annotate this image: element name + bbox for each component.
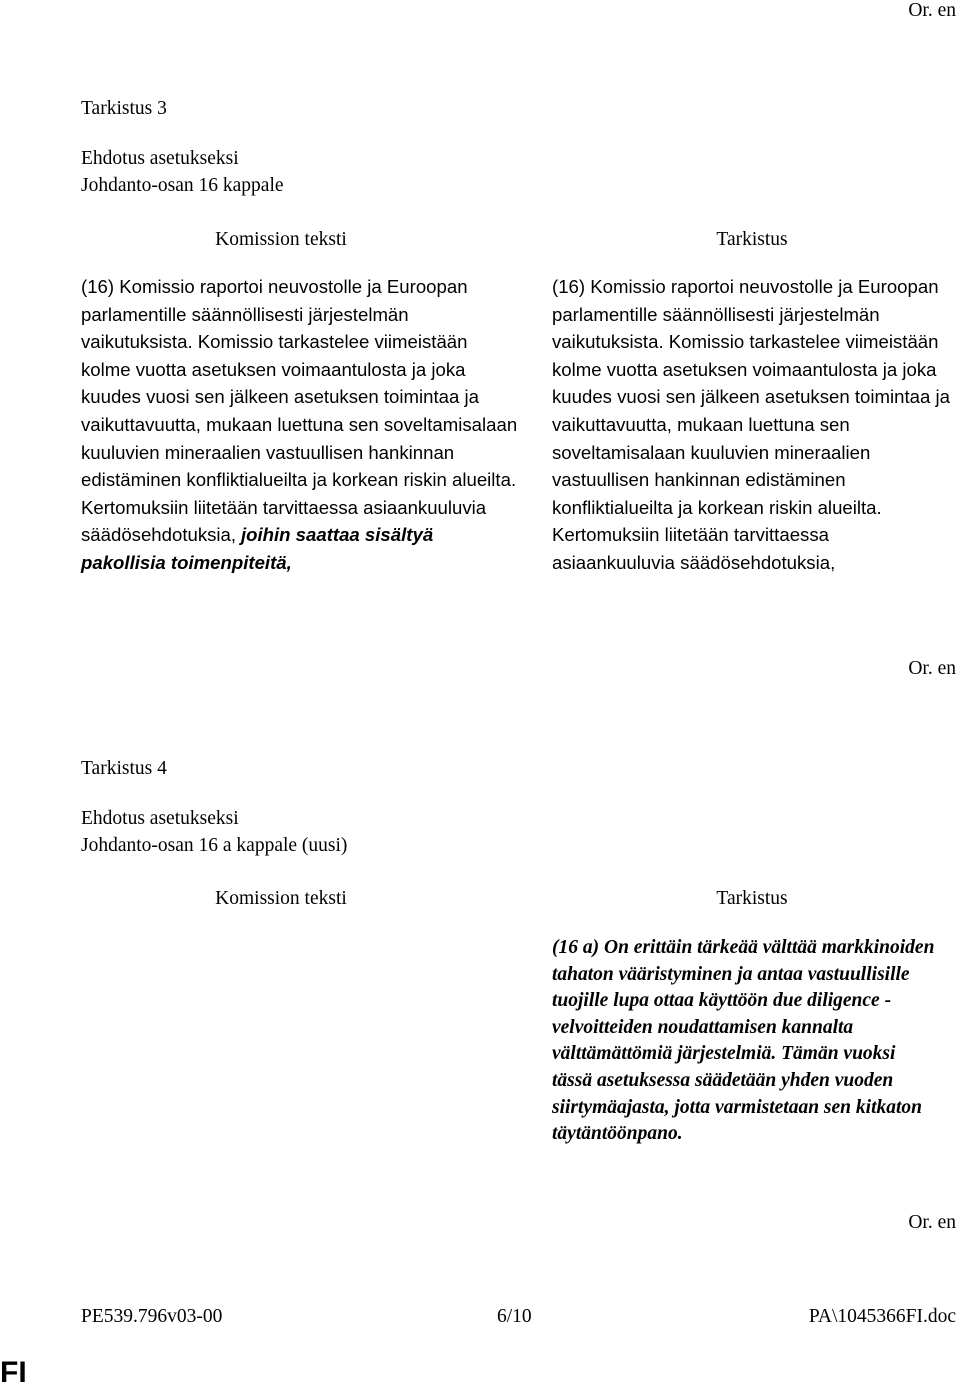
original-language-label: Or. en xyxy=(908,1212,956,1233)
amendment-3-title: Tarkistus 3 xyxy=(81,98,167,119)
amendment-4-commission-text-heading: Komission teksti xyxy=(215,888,347,909)
original-language-label: Or. en xyxy=(908,658,956,679)
amendment-3-proposal: Ehdotus asetukseksi xyxy=(81,148,239,169)
amendment-4-title: Tarkistus 4 xyxy=(81,758,167,779)
amendment-3-amendment-text xyxy=(552,274,952,578)
amendment-4-reference: Johdanto-osan 16 a kappale (uusi) xyxy=(81,835,348,856)
footer-page-number: 6/10 xyxy=(497,1306,532,1327)
amendment-4-proposal: Ehdotus asetukseksi xyxy=(81,808,239,829)
footer-file-reference: PA\1045366FI.doc xyxy=(808,1306,956,1327)
amendment-3-reference: Johdanto-osan 16 kappale xyxy=(81,175,284,196)
amendment-3-commission-text-body: (16) Komissio raportoi neuvostolle ja Euroopan parlamentille säännöllisesti järjestelmän vaikutuksista. Komissio tarkastelee viimeistään kolme vuotta asetuksen voimaantulosta ja joka kuudes vuosi sen jälkeen asetuksen toimintaa ja vaikuttavuutta, mukaan luettuna sen soveltamisalaan kuuluvien mineraalien vastuullisen hankinnan edistäminen konfliktialueilta ja korkean riskin alueilta. Kertomuksiin liitetään tarvittaessa asiaankuuluvia säädösehdotuksia, xyxy=(81,276,518,546)
footer-language-code: FI xyxy=(0,1356,27,1389)
amendment-4-amendment-text-body: (16 a) On erittäin tärkeää välttää markkinoiden tahaton vääristyminen ja antaa vastuullisille tuojille lupa ottaa käyttöön due diligence -velvoitteiden noudattamisen kannalta välttämättömiä järjestelmiä. Tämän vuoksi tässä asetuksessa säädetään yhden vuoden siirtymäajasta, jotta varmistetaan sen kitkaton täytäntöönpano. xyxy=(552,937,935,1145)
footer-document-reference: PE539.796v03-00 xyxy=(81,1306,223,1327)
amendment-3-commission-text-heading: Komission teksti xyxy=(215,229,347,250)
amendment-3-commission-text-emphasis: joihin saattaa sisältyä pakollisia toimenpiteitä, xyxy=(81,524,434,573)
amendment-3-amendment-text-body: (16) Komissio raportoi neuvostolle ja Euroopan parlamentille säännöllisesti järjestelmän vaikutuksista. Komissio tarkastelee viimeistään kolme vuotta asetuksen voimaantulosta ja joka kuudes vuosi sen jälkeen asetuksen toimintaa ja vaikuttavuutta, mukaan luettuna sen soveltamisalaan kuuluvien mineraalien vastuullisen hankinnan edistäminen konfliktialueilta ja korkean riskin alueilta. Kertomuksiin liitetään tarvittaessa asiaankuuluvia säädösehdotuksia, xyxy=(552,276,950,573)
amendment-3-commission-text xyxy=(81,274,521,578)
amendment-4-amendment-text xyxy=(552,935,937,1148)
original-language-label: Or. en xyxy=(908,0,956,21)
amendment-3-amendment-heading: Tarkistus xyxy=(716,229,788,250)
amendment-4-amendment-heading: Tarkistus xyxy=(716,888,788,909)
